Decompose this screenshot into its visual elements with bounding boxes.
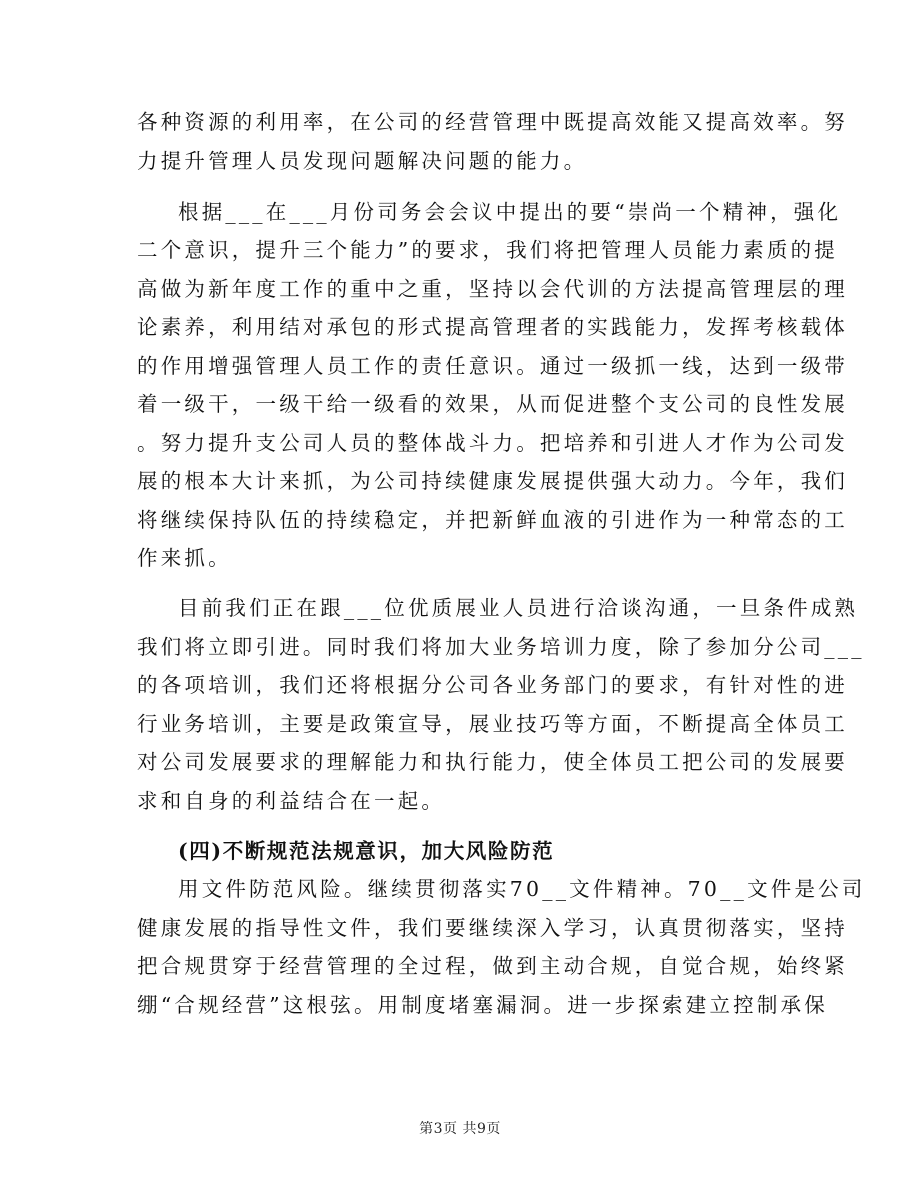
- body-text-line: 绷“合规经营”这根弦。用制度堵塞漏洞。进一步探索建立控制承保: [137, 993, 828, 1017]
- body-text-line: 的作用增强管理人员工作的责任意识。通过一级抓一线，达到一级带: [137, 354, 848, 378]
- body-text-line: 着一级干，一级干给一级看的效果，从而促进整个支公司的良性发展: [137, 392, 848, 416]
- body-text-line: 行业务培训，主要是政策宣导，展业技巧等方面，不断提高全体员工: [137, 712, 848, 736]
- page-number-footer: 第3页 共9页: [419, 1121, 501, 1137]
- body-text-line: 各种资源的利用率，在公司的经营管理中既提高效能又提高效率。努: [137, 110, 848, 134]
- body-text-line: 根据___在___月份司务会会议中提出的要“崇尚一个精神，强化: [178, 200, 842, 224]
- body-text-line: 我们将立即引进。同时我们将加大业务培训力度，除了参加分公司___: [137, 635, 865, 659]
- body-text-line: 二个意识，提升三个能力”的要求，我们将把管理人员能力素质的提: [137, 238, 838, 262]
- body-text-line: 的各项培训，我们还将根据分公司各业务部门的要求，有针对性的进: [137, 673, 848, 697]
- body-text-line: 目前我们正在跟___位优质展业人员进行洽谈沟通，一旦条件成熟: [178, 596, 859, 620]
- body-text-line: 高做为新年度工作的重中之重，坚持以会代训的方法提高管理层的理: [137, 277, 848, 301]
- body-text-line: 求和自身的利益结合在一起。: [137, 789, 446, 813]
- body-text-line: 论素养，利用结对承包的形式提高管理者的实践能力，发挥考核载体: [137, 315, 848, 339]
- body-text-line: 力提升管理人员发现问题解决问题的能力。: [137, 149, 588, 173]
- section-heading: (四)不断规范法规意识，加大风险防范: [178, 839, 555, 863]
- body-text-line: 将继续保持队伍的持续稳定，并把新鲜血液的引进作为一种常态的工: [137, 508, 848, 532]
- body-text-line: 展的根本大计来抓，为公司持续健康发展提供强大动力。今年，我们: [137, 469, 848, 493]
- body-text-line: 健康发展的指导性文件，我们要继续深入学习，认真贯彻落实，坚持: [137, 916, 848, 940]
- body-text-line: 对公司发展要求的理解能力和执行能力，使全体员工把公司的发展要: [137, 750, 848, 774]
- body-text-line: 把合规贯穿于经营管理的全过程，做到主动合规，自觉合规，始终紧: [137, 954, 848, 978]
- body-text-line: 用文件防范风险。继续贯彻落实70__文件精神。70__文件是公司: [178, 877, 866, 901]
- body-text-line: 作来抓。: [137, 546, 232, 570]
- body-text-line: 。努力提升支公司人员的整体战斗力。把培养和引进人才作为公司发: [137, 431, 848, 455]
